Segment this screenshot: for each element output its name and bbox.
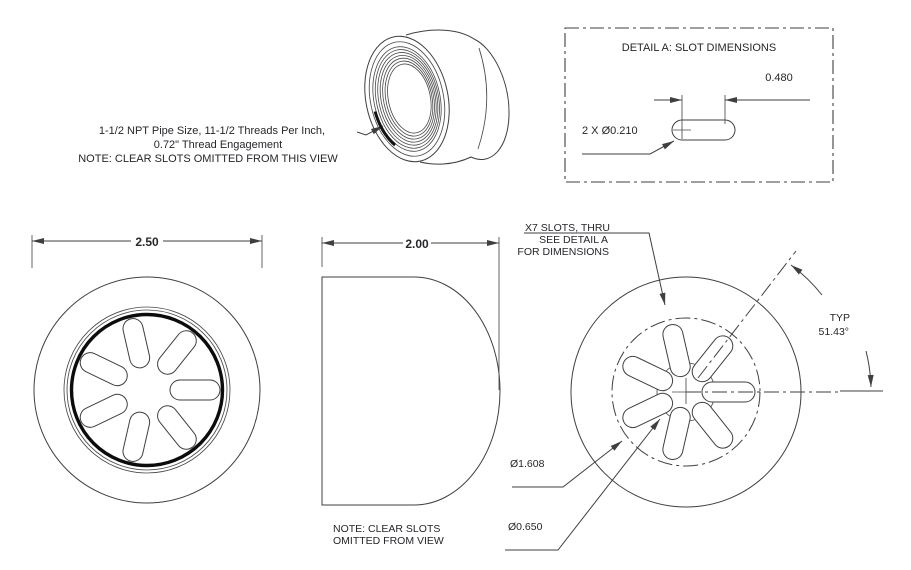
iso-body-outline — [406, 30, 509, 164]
slot — [154, 327, 201, 379]
front-view — [32, 235, 262, 503]
end-angle-arc-upper — [791, 265, 822, 295]
slot — [688, 398, 737, 452]
side-width-dim: 2.00 — [405, 237, 429, 251]
slot — [619, 353, 675, 394]
end-slots-callout-line2: SEE DETAIL A — [539, 234, 608, 246]
front-slot-pattern — [77, 317, 220, 464]
thread-note-line1: 1-1/2 NPT Pipe Size, 11-1/2 Threads Per Inch, — [98, 125, 326, 137]
iso-body-edge — [478, 48, 487, 149]
end-view — [505, 222, 883, 550]
slot — [77, 349, 131, 389]
slot — [661, 405, 692, 461]
side-note-line1: NOTE: CLEAR SLOTS — [333, 523, 441, 535]
front-thread-circle-outer — [64, 307, 230, 473]
front-diameter-dim: 2.50 — [135, 235, 159, 249]
thread-note-line3: NOTE: CLEAR SLOTS OMITTED FROM THIS VIEW — [78, 153, 338, 165]
slot — [661, 323, 692, 379]
end-slots-callout-line3: FOR DIMENSIONS — [517, 246, 609, 258]
slot — [619, 390, 675, 431]
detail-a-view — [565, 28, 833, 182]
slot — [154, 402, 201, 454]
isometric-view — [354, 28, 509, 169]
thread-note — [78, 125, 383, 165]
front-bore-circle — [72, 315, 223, 466]
side-profile-outline — [322, 277, 500, 505]
front-outer-circle — [34, 277, 260, 503]
end-slots-callout-line1: X7 SLOTS, THRU — [525, 222, 610, 234]
end-angle-typ-label: TYP — [829, 312, 850, 324]
slot — [688, 332, 737, 386]
detail-a-title: DETAIL A: SLOT DIMENSIONS — [621, 42, 777, 54]
detail-a-length-dim: 0.480 — [765, 72, 793, 84]
end-center-hole-dim: Ø0.650 — [508, 521, 543, 533]
front-thread-circle-inner — [67, 310, 227, 470]
slot — [77, 391, 131, 431]
side-note-line2: OMITTED FROM VIEW — [333, 535, 444, 547]
end-angle-value: 51.43° — [818, 326, 849, 338]
slot — [121, 317, 152, 370]
side-view — [322, 237, 500, 547]
slot — [121, 410, 152, 463]
slot — [170, 380, 220, 400]
iso-thread-ellipses — [364, 40, 451, 157]
end-bolt-circle-dim: Ø1.608 — [510, 458, 545, 470]
thread-note-leader-line — [357, 126, 383, 135]
thread-note-line2: 0.72" Thread Engagement — [153, 139, 283, 151]
iso-front-face — [354, 28, 461, 169]
detail-a-hole-dim: 2 X Ø0.210 — [582, 125, 638, 137]
end-angle-arc-lower — [866, 351, 871, 387]
detail-a-hole-leader — [582, 141, 674, 154]
